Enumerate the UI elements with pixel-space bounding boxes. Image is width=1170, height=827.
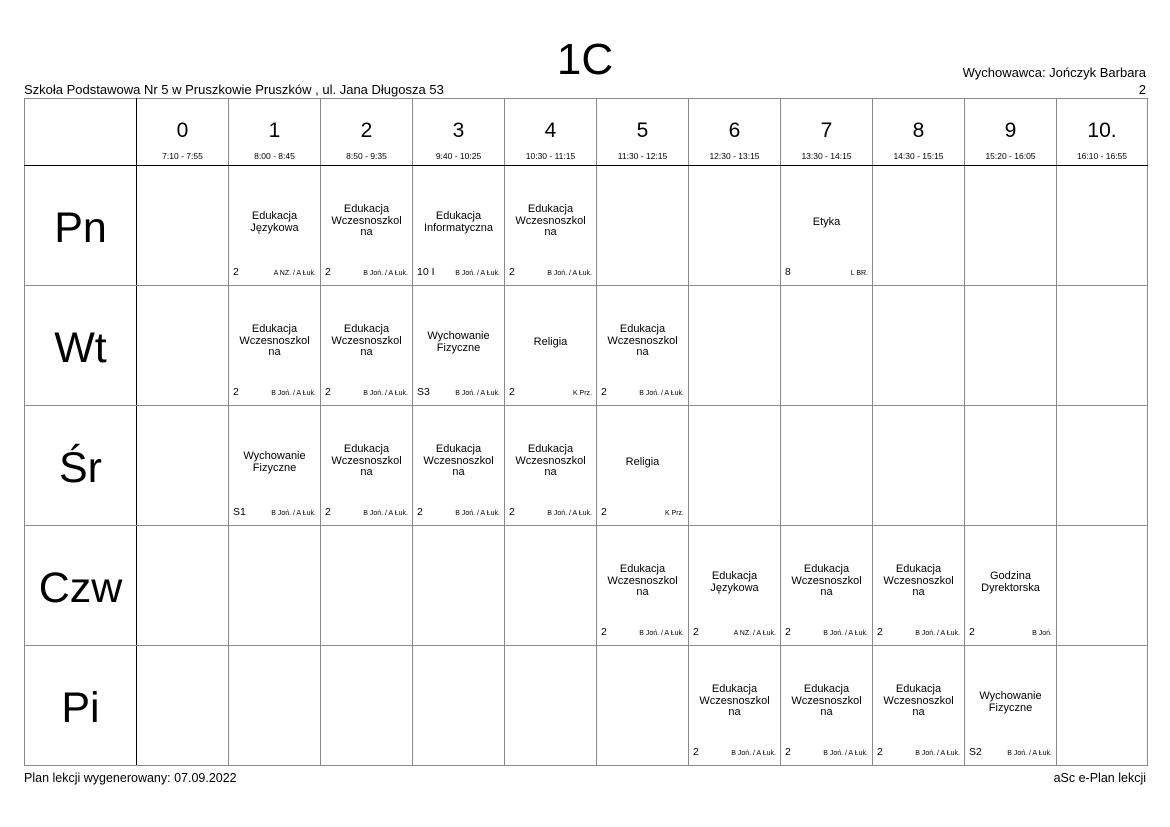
empty-cell xyxy=(137,646,229,766)
lesson-subject: Edukacja Językowa xyxy=(250,210,299,234)
empty-cell xyxy=(321,646,413,766)
lesson-teacher: B Joń. / A Łuk. xyxy=(823,750,868,757)
period-number: 6 xyxy=(728,119,741,142)
empty-cell xyxy=(873,406,965,526)
lesson-teacher: B Joń. / A Łuk. xyxy=(639,390,684,397)
lesson-cell xyxy=(229,286,321,406)
page-number: 2 xyxy=(1138,82,1146,97)
lesson-subject: Edukacja Wczesnoszkol na xyxy=(699,683,770,718)
lesson-subject: Edukacja Wczesnoszkol na xyxy=(883,683,954,718)
empty-cell xyxy=(689,406,781,526)
timetable-grid xyxy=(24,98,1148,766)
day-row xyxy=(25,286,1148,406)
lesson-room: 2 xyxy=(233,266,239,278)
day-label-cell xyxy=(25,526,137,646)
lesson-subject: Godzina Dyrektorska xyxy=(981,570,1040,594)
day-name: Czw xyxy=(38,564,123,612)
lesson-cell xyxy=(965,646,1057,766)
period-time: 13:30 - 14:15 xyxy=(801,151,852,161)
lesson-subject: Edukacja Wczesnoszkol na xyxy=(331,203,402,238)
lesson-room: 2 xyxy=(509,386,515,398)
lesson-cell xyxy=(321,286,413,406)
empty-cell xyxy=(505,646,597,766)
lesson-room: 10 I xyxy=(417,266,435,278)
lesson-room: 2 xyxy=(601,386,607,398)
lesson-subject: Etyka xyxy=(812,216,841,228)
period-time: 11:30 - 12:15 xyxy=(617,151,668,161)
lesson-subject: Wychowanie Fizyczne xyxy=(427,330,490,354)
lesson-teacher: K Prz. xyxy=(572,390,592,397)
period-header xyxy=(689,99,781,166)
empty-cell xyxy=(781,286,873,406)
empty-cell xyxy=(781,406,873,526)
empty-cell xyxy=(965,286,1057,406)
day-label-cell xyxy=(25,646,137,766)
lesson-cell xyxy=(597,406,689,526)
lesson-subject: Edukacja Informatyczna xyxy=(423,210,494,234)
empty-cell xyxy=(873,286,965,406)
lesson-subject: Edukacja Wczesnoszkol na xyxy=(515,443,586,478)
lesson-subject: Edukacja Wczesnoszkol na xyxy=(515,203,586,238)
lesson-teacher: A NZ. / A Łuk. xyxy=(273,270,316,277)
lesson-teacher: B Joń. / A Łuk. xyxy=(363,270,408,277)
class-title: 1C xyxy=(556,35,614,84)
period-header xyxy=(873,99,965,166)
lesson-teacher: B Joń. / A Łuk. xyxy=(547,510,592,517)
lesson-subject: Edukacja Językowa xyxy=(710,570,759,594)
lesson-teacher: B Joń. / A Łuk. xyxy=(363,510,408,517)
lesson-cell xyxy=(873,646,965,766)
period-header xyxy=(413,99,505,166)
period-number: 0 xyxy=(176,119,189,142)
lesson-cell xyxy=(781,526,873,646)
period-header xyxy=(1057,99,1148,166)
day-label-cell xyxy=(25,286,137,406)
lesson-subject: Edukacja Wczesnoszkol na xyxy=(607,323,678,358)
period-header xyxy=(781,99,873,166)
empty-cell xyxy=(137,166,229,286)
period-number: 2 xyxy=(360,119,373,142)
lesson-subject: Religia xyxy=(533,336,568,348)
period-time: 8:50 - 9:35 xyxy=(346,151,387,161)
empty-cell xyxy=(1057,286,1148,406)
empty-cell xyxy=(413,646,505,766)
period-number: 8 xyxy=(912,119,925,142)
lesson-cell xyxy=(505,286,597,406)
lesson-teacher: B Joń. / A Łuk. xyxy=(271,510,316,517)
day-row xyxy=(25,406,1148,526)
lesson-subject: Wychowanie Fizyczne xyxy=(979,690,1042,714)
lesson-subject: Edukacja Wczesnoszkol na xyxy=(423,443,494,478)
lesson-cell xyxy=(781,166,873,286)
empty-cell xyxy=(689,166,781,286)
empty-cell xyxy=(1057,646,1148,766)
lesson-room: 2 xyxy=(877,746,883,758)
lesson-cell xyxy=(873,526,965,646)
period-time: 16:10 - 16:55 xyxy=(1076,151,1128,161)
lesson-teacher: A NZ. / A Łuk. xyxy=(733,630,776,637)
period-number: 9 xyxy=(1004,119,1017,142)
lesson-cell xyxy=(413,406,505,526)
lesson-teacher: B Joń. / A Łuk. xyxy=(455,390,500,397)
period-header xyxy=(505,99,597,166)
lesson-subject: Edukacja Wczesnoszkol na xyxy=(607,563,678,598)
period-header xyxy=(321,99,413,166)
lesson-cell xyxy=(413,166,505,286)
empty-cell xyxy=(965,406,1057,526)
lesson-teacher: B Joń. / A Łuk. xyxy=(455,270,500,277)
lesson-room: 2 xyxy=(417,506,423,518)
lesson-teacher: B Joń. / A Łuk. xyxy=(639,630,684,637)
lesson-subject: Wychowanie Fizyczne xyxy=(243,450,306,474)
lesson-room: 2 xyxy=(601,626,607,638)
lesson-teacher: B Joń. xyxy=(1032,630,1052,637)
lesson-room: 2 xyxy=(325,266,331,278)
day-label-cell xyxy=(25,166,137,286)
lesson-cell xyxy=(229,166,321,286)
generator-credit: aSc e-Plan lekcji xyxy=(1053,771,1146,785)
lesson-subject: Edukacja Wczesnoszkol na xyxy=(791,563,862,598)
day-name: Pn xyxy=(54,204,107,252)
empty-cell xyxy=(597,166,689,286)
lesson-cell xyxy=(597,286,689,406)
empty-cell xyxy=(689,286,781,406)
period-time: 10:30 - 11:15 xyxy=(525,151,576,161)
lesson-teacher: B Joń. / A Łuk. xyxy=(915,630,960,637)
lesson-cell xyxy=(321,166,413,286)
period-number: 4 xyxy=(544,119,557,142)
empty-cell xyxy=(965,166,1057,286)
lesson-teacher: B Joń. / A Łuk. xyxy=(363,390,408,397)
empty-cell xyxy=(229,526,321,646)
period-number: 1 xyxy=(268,119,281,142)
lesson-cell xyxy=(229,406,321,526)
lesson-cell xyxy=(321,406,413,526)
lesson-room: 2 xyxy=(325,386,331,398)
lesson-teacher: B Joń. / A Łuk. xyxy=(823,630,868,637)
lesson-cell xyxy=(413,286,505,406)
period-time: 9:40 - 10:25 xyxy=(435,151,482,161)
generated-date: Plan lekcji wygenerowany: 07.09.2022 xyxy=(24,771,237,785)
lesson-cell xyxy=(597,526,689,646)
lesson-teacher: B Joń. / A Łuk. xyxy=(455,510,500,517)
empty-cell xyxy=(1057,406,1148,526)
lesson-teacher: B Joń. / A Łuk. xyxy=(915,750,960,757)
period-time: 15:20 - 16:05 xyxy=(985,151,1036,161)
lesson-subject: Edukacja Wczesnoszkol na xyxy=(883,563,954,598)
lesson-subject: Edukacja Wczesnoszkol na xyxy=(791,683,862,718)
period-header xyxy=(137,99,229,166)
lesson-room: 2 xyxy=(877,626,883,638)
empty-cell xyxy=(505,526,597,646)
empty-cell xyxy=(137,286,229,406)
empty-cell xyxy=(873,166,965,286)
empty-cell xyxy=(1057,166,1148,286)
header-corner xyxy=(25,99,137,166)
empty-cell xyxy=(137,526,229,646)
lesson-room: 2 xyxy=(693,746,699,758)
period-header xyxy=(229,99,321,166)
lesson-room: 2 xyxy=(601,506,607,518)
lesson-cell xyxy=(965,526,1057,646)
lesson-room: S1 xyxy=(233,506,246,518)
lesson-teacher: B Joń. / A Łuk. xyxy=(1007,750,1052,757)
lesson-teacher: B Joń. / A Łuk. xyxy=(547,270,592,277)
day-row xyxy=(25,526,1148,646)
school-name: Szkoła Podstawowa Nr 5 w Pruszkowie Pruszków , ul. Jana Długosza 53 xyxy=(24,82,444,97)
lesson-room: 2 xyxy=(233,386,239,398)
lesson-subject: Edukacja Wczesnoszkol na xyxy=(239,323,310,358)
day-row xyxy=(25,646,1148,766)
empty-cell xyxy=(229,646,321,766)
period-header xyxy=(597,99,689,166)
lesson-room: 2 xyxy=(325,506,331,518)
lesson-cell xyxy=(781,646,873,766)
period-time: 7:10 - 7:55 xyxy=(162,151,203,161)
lesson-cell xyxy=(689,526,781,646)
lesson-room: 2 xyxy=(785,746,791,758)
empty-cell xyxy=(1057,526,1148,646)
day-label-cell xyxy=(25,406,137,526)
lesson-room: 2 xyxy=(693,626,699,638)
day-name: Pi xyxy=(61,684,100,732)
lesson-cell xyxy=(505,406,597,526)
period-number: 3 xyxy=(452,119,465,142)
empty-cell xyxy=(413,526,505,646)
period-number: 5 xyxy=(636,119,649,142)
lesson-room: S3 xyxy=(417,386,430,398)
day-name: Wt xyxy=(54,324,107,372)
lesson-room: 2 xyxy=(509,506,515,518)
empty-cell xyxy=(321,526,413,646)
lesson-subject: Edukacja Wczesnoszkol na xyxy=(331,323,402,358)
lesson-subject: Edukacja Wczesnoszkol na xyxy=(331,443,402,478)
homeroom-teacher: Wychowawca: Jończyk Barbara xyxy=(962,65,1146,80)
empty-cell xyxy=(597,646,689,766)
period-header xyxy=(965,99,1057,166)
period-time: 14:30 - 15:15 xyxy=(893,151,944,161)
lesson-teacher: B Joń. / A Łuk. xyxy=(271,390,316,397)
lesson-teacher: L BR. xyxy=(850,270,868,277)
lesson-room: 2 xyxy=(969,626,975,638)
empty-cell xyxy=(137,406,229,526)
period-number: 7 xyxy=(820,119,833,142)
day-name: Śr xyxy=(59,444,102,492)
period-time: 12:30 - 13:15 xyxy=(709,151,760,161)
lesson-teacher: B Joń. / A Łuk. xyxy=(731,750,776,757)
period-time: 8:00 - 8:45 xyxy=(254,151,295,161)
lesson-room: 2 xyxy=(509,266,515,278)
lesson-cell xyxy=(689,646,781,766)
lesson-room: S2 xyxy=(969,746,982,758)
lesson-room: 2 xyxy=(785,626,791,638)
lesson-subject: Religia xyxy=(625,456,660,468)
period-header-row xyxy=(25,99,1148,166)
lesson-room: 8 xyxy=(785,266,791,278)
lesson-cell xyxy=(505,166,597,286)
period-number: 10. xyxy=(1087,119,1117,142)
day-row xyxy=(25,166,1148,286)
lesson-teacher: K Prz. xyxy=(664,510,684,517)
